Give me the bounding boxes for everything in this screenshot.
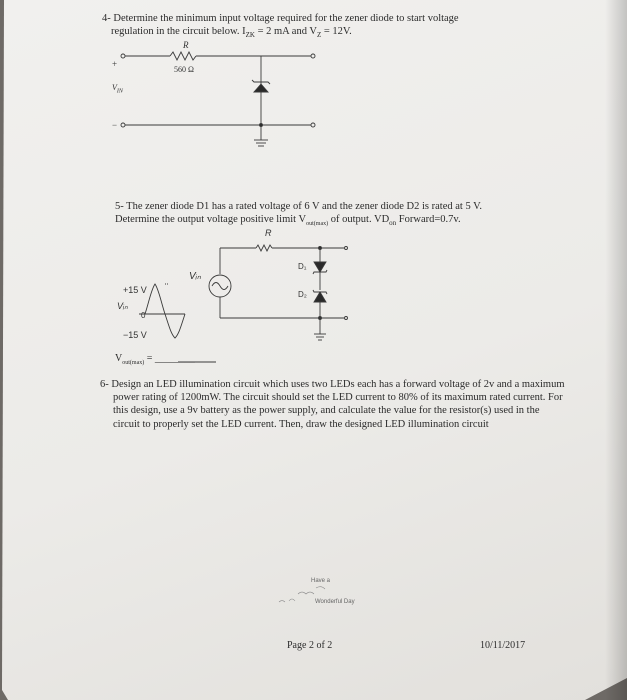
- stamp-swirl-2: [279, 601, 285, 603]
- document-date: 10/11/2017: [480, 640, 526, 651]
- q5-zero-label: 0: [141, 311, 146, 320]
- stamp-line2: Wonderful Day: [315, 599, 355, 605]
- stamp-line1: Have a: [311, 578, 331, 584]
- stamp-swirl-3: [289, 599, 295, 601]
- q4-output-terminal-bottom: [311, 123, 315, 127]
- izk-subscript: ZK: [245, 31, 255, 40]
- q5-output-terminal-top: [345, 247, 348, 250]
- q4-resistor-value: 560 Ω: [174, 65, 194, 74]
- q5-line1: 5- The zener diode D1 has a rated voltage of 6 V and the zener diode D2 is rated at 5 V.: [115, 201, 482, 212]
- q5-line2c-text: Forward=0.7v.: [396, 214, 461, 225]
- q5-answer-v: V: [115, 353, 123, 364]
- q5-vin-axis-label: Vᵢₙ: [117, 301, 128, 311]
- q6-paragraph: 6- Design an LED illumination circuit which uses two LEDs each has a forward voltage of 2v and a maximum power rating of 1200mW. The circuit should set the LED current to 80% of its maximum rated current. For this design, use a 9v battery as the power supply, and calculate the value for the resistor(s) used in the circuit to properly set the LED current. Then, draw the designed LED illumination circuit: [100, 379, 565, 430]
- q5-resistor-label: R: [265, 228, 272, 238]
- q4-line1: 4- Determine the minimum input voltage required for the zener diode to start voltage: [102, 13, 459, 24]
- q4-resistor-label: R: [183, 40, 189, 50]
- q5-positive-peak: +15 V: [123, 285, 147, 295]
- vd-subscript: on: [389, 219, 397, 228]
- vout-subscript: out(max): [306, 221, 329, 228]
- vz-subscript: Z: [316, 31, 322, 40]
- q5-source-label: Vᵢₙ: [189, 271, 201, 282]
- q5-line2b-text: of output. VD: [328, 214, 390, 225]
- stamp-swirl-4: [316, 587, 325, 589]
- q4-input-terminal-top: [121, 54, 125, 58]
- q4-vin-v: V: [112, 83, 117, 92]
- q5-output-terminal-bottom: [345, 317, 348, 320]
- q4-junction: [260, 124, 263, 127]
- q5-answer-sub: out(max): [122, 360, 145, 366]
- q4-resistor: [170, 52, 196, 60]
- q5-d1-label: D₁: [298, 262, 307, 271]
- q5-answer-tail: = ________: [144, 353, 195, 364]
- q4-line2-text: regulation in the circuit below. I: [111, 26, 246, 37]
- q5-ac-wave: [212, 283, 228, 290]
- page-number: Page 2 of 2: [287, 640, 333, 651]
- q5-input-waveform: [145, 284, 185, 338]
- q4-output-terminal-top: [311, 54, 315, 58]
- q5-d1-triangle: [314, 262, 326, 272]
- q4-line2b-text: = 2 mA and V: [254, 26, 317, 37]
- q4-plus-sign: +: [112, 59, 118, 69]
- q5-resistor: [256, 245, 272, 251]
- q5-negative-peak: −15 V: [123, 330, 147, 340]
- q4-vin-sub: IN: [116, 88, 123, 95]
- q5-line2-text: Determine the output voltage positive limit V: [115, 214, 307, 225]
- q4-zener-triangle: [254, 84, 268, 92]
- q4-input-terminal-bottom: [121, 123, 125, 127]
- stamp-doodle: [279, 587, 325, 602]
- q4-line2c-text: = 12V.: [321, 26, 352, 37]
- q4-minus-sign: −: [112, 120, 118, 130]
- stamp-swirl-1: [298, 592, 314, 594]
- q5-d2-label: D₂: [298, 290, 307, 299]
- q5-circuit: [139, 245, 348, 340]
- q5-d2-triangle: [314, 292, 326, 302]
- q4-circuit: [121, 52, 315, 146]
